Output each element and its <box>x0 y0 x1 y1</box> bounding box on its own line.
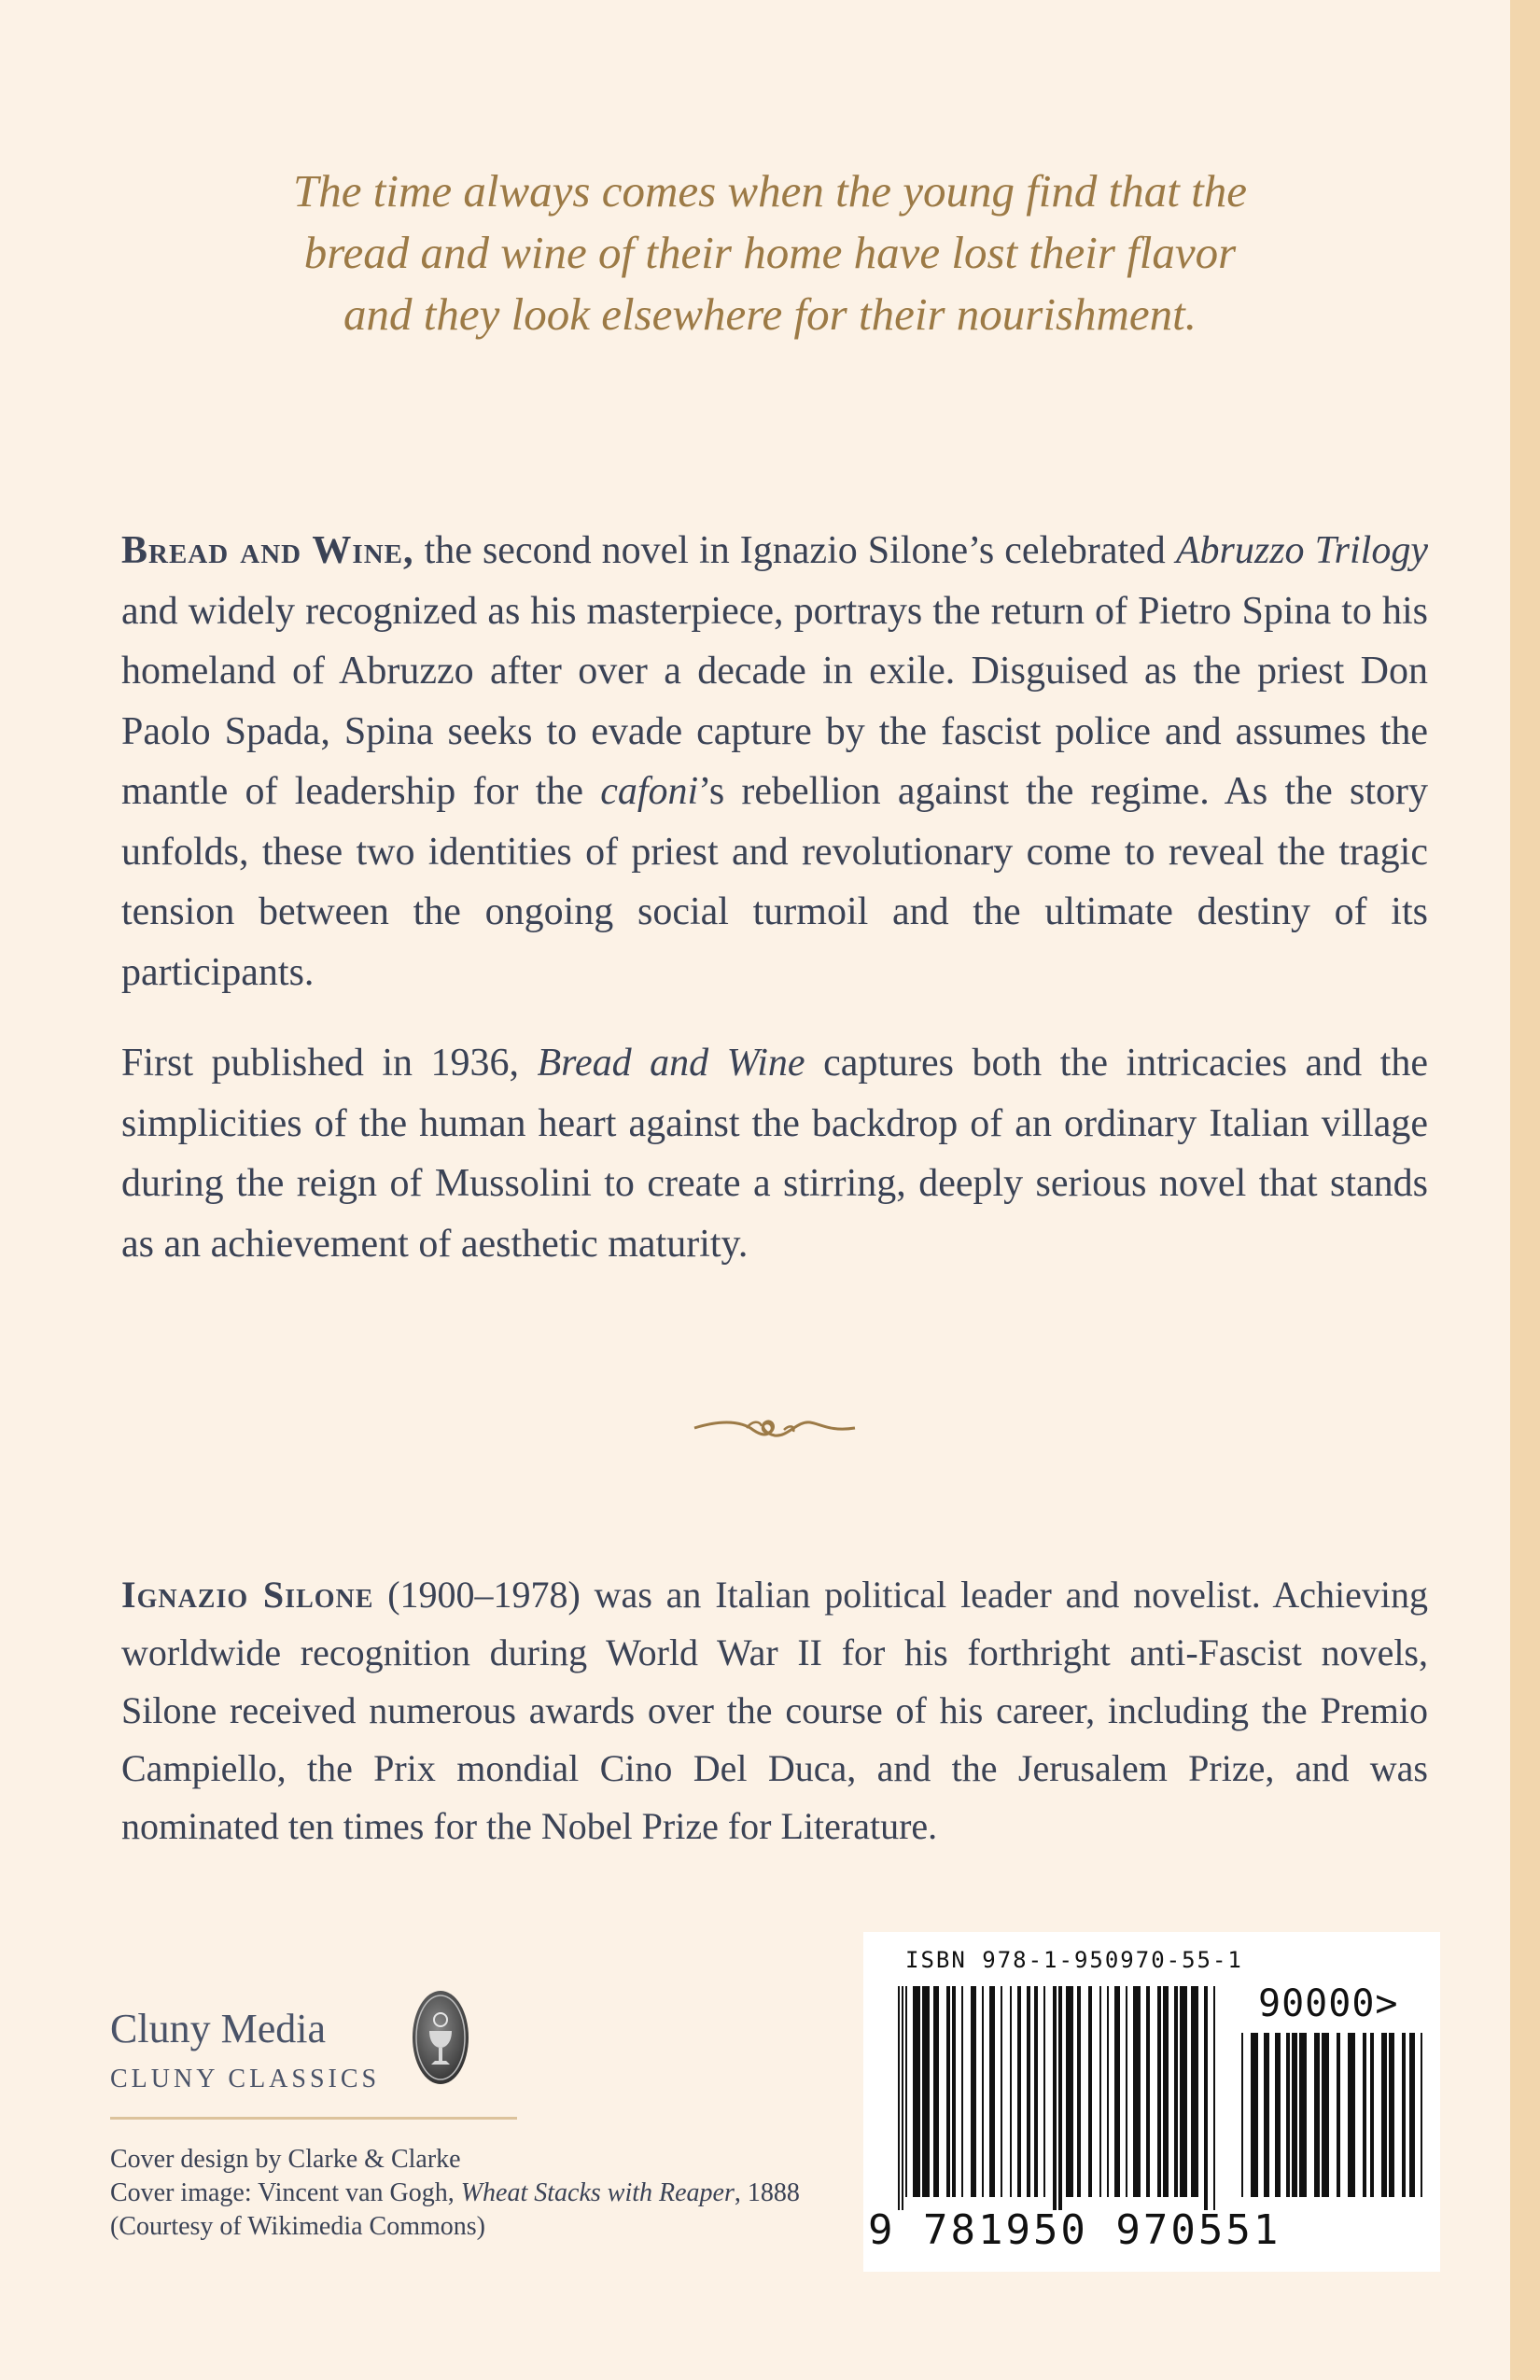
barcode-bar <box>1204 1986 1208 2210</box>
barcode-bar <box>1058 1986 1062 2210</box>
barcode-bar <box>1322 2033 1329 2197</box>
price-addon-barcode-icon <box>1241 2033 1428 2210</box>
barcode-bar <box>1389 2033 1394 2197</box>
image-courtesy: (Courtesy of Wikimedia Commons) <box>110 2212 485 2241</box>
author-name: Ignazio Silone <box>121 1574 374 1616</box>
credits-divider <box>110 2117 517 2120</box>
barcode-bar <box>902 1986 903 2210</box>
barcode-bar <box>1010 1986 1012 2197</box>
description-text: captures both the intricacies and the simplicities of the human heart against the backdrop of an ordinary Italian village during the reign of Mussolini to create a stirring, deeply serious novel that stands as an achievement of aesthetic maturity. <box>121 1042 1428 1266</box>
trilogy-title: Abruzzo Trilogy <box>1175 529 1428 572</box>
barcode-bar <box>1133 1986 1141 2197</box>
barcode-bar <box>1099 1986 1101 2197</box>
barcode-bar <box>1107 1986 1109 2197</box>
barcode-bar <box>1241 2033 1243 2197</box>
price-code: 90000> <box>1258 1982 1399 2025</box>
barcode-bar <box>982 1986 984 2197</box>
cover-credits <box>110 2143 819 2244</box>
barcode-bar <box>1363 2033 1366 2197</box>
barcode-bar <box>1157 1986 1161 2197</box>
barcode-bar <box>1292 2033 1297 2197</box>
ean-barcode-icon <box>898 1986 1215 2210</box>
quote-line-1: The time always comes when the young find that the <box>292 165 1248 217</box>
barcode-bar <box>1034 1986 1038 2197</box>
barcode-bar <box>989 1986 995 2197</box>
barcode-bar <box>1213 1986 1215 2210</box>
barcode-bar <box>952 1986 956 2197</box>
barcode-bar <box>1314 2033 1320 2197</box>
barcode-bar <box>1043 1986 1045 2197</box>
barcode-bar <box>1251 2033 1258 2197</box>
barcode-bar <box>1180 1986 1187 2197</box>
description-text: First published in 1936, <box>121 1042 538 1085</box>
barcode-bar <box>905 1986 907 2197</box>
epigraph-quote <box>187 161 1353 345</box>
barcode-bar <box>1286 2033 1290 2197</box>
author-bio <box>121 1566 1428 1855</box>
description-text: ’s rebellion against the regime. As the story unfolds, these two identities of priest and revolutionary come to reveal the tragic tension between the ongoing social turmoil and the ultimate destiny of its participants. <box>121 770 1428 994</box>
barcode-bar <box>898 1986 900 2210</box>
barcode-bar <box>1066 1986 1073 2197</box>
cover-design-credit: Cover design by Clarke & Clarke <box>110 2145 461 2174</box>
barcode-bar <box>1017 1986 1021 2197</box>
barcode-bar <box>1299 2033 1307 2197</box>
description-text: the second novel in Ignazio Silone’s celebrated <box>413 529 1176 572</box>
book-title-italic: Bread and Wine <box>537 1042 805 1085</box>
barcode-bar <box>922 1986 930 2197</box>
barcode-bar <box>1381 2033 1387 2197</box>
barcode-bar <box>1264 2033 1269 2197</box>
ean-digits: 9 781950 970551 <box>868 2206 1281 2254</box>
barcode-bar <box>933 1986 939 2197</box>
barcode-bar <box>1174 1986 1178 2197</box>
cafoni-term: cafoni <box>600 770 699 813</box>
book-description <box>121 521 1428 1274</box>
cover-image-credit <box>110 2177 819 2210</box>
barcode-bar <box>1088 1986 1092 2197</box>
barcode-bar <box>946 1986 950 2197</box>
barcode-bar <box>971 1986 976 2197</box>
barcode-bar <box>1191 1986 1198 2197</box>
quote-line-3: and they look elsewhere for their nourishment. <box>343 288 1197 340</box>
barcode-bar <box>1163 1986 1169 2197</box>
credit-text: Cover image: Vincent van Gogh, <box>110 2178 461 2207</box>
barcode-bar <box>913 1986 920 2197</box>
publisher-name: Cluny Media <box>110 2006 326 2051</box>
barcode-bar <box>1409 2033 1415 2197</box>
publisher-series: CLUNY CLASSICS <box>110 2065 381 2093</box>
description-paragraph-1 <box>121 521 1428 1002</box>
description-text: and widely recognized as his masterpiece, portrays the return of Pietro Spina to his homeland of Abruzzo after over a decade in exile. Disguised as the priest Don Paolo Spada, Spina seeks to evade capture by the fascist police and assumes the mantle of leadership for the <box>121 589 1428 813</box>
isbn-label: ISBN 978-1-950970-55-1 <box>905 1947 1243 1973</box>
barcode-bar <box>1348 2033 1355 2197</box>
flourish-ornament-icon <box>691 1400 859 1456</box>
barcode-bar <box>1146 1986 1150 2197</box>
author-bio-paragraph <box>121 1566 1428 1855</box>
barcode-bar <box>1337 2033 1340 2197</box>
credit-text: , 1888 <box>734 2178 800 2207</box>
bio-text: (1900–1978) was an Italian political leader and novelist. Achieving worldwide recognition during World War II for his forthright anti-Fascist novels, Silone received numerous awards over the course of his career, including the Premio Campiello, the Prix mondial Cino Del Duca, and the Jerusalem Prize, and was nominated ten times for the Nobel Prize for Literature. <box>121 1574 1428 1847</box>
description-paragraph-2 <box>121 1033 1428 1274</box>
spine-color-strip <box>1510 0 1540 2380</box>
barcode-bar <box>1275 2033 1281 2197</box>
barcode-bar <box>1114 1986 1120 2197</box>
barcode-bar <box>1370 2033 1374 2197</box>
barcode-bar <box>961 1986 963 2197</box>
chalice-seal-icon <box>411 1988 470 2087</box>
barcode-bar <box>1001 1986 1002 2197</box>
barcode-bar <box>1421 2033 1422 2197</box>
barcode-bar <box>1027 1986 1030 2197</box>
painting-title: Wheat Stacks with Reaper <box>460 2178 735 2207</box>
barcode-bar <box>1053 1986 1057 2210</box>
quote-line-2: bread and wine of their home have lost their flavor <box>303 227 1237 278</box>
barcode-bar <box>1126 1986 1127 2197</box>
barcode-bar <box>1402 2033 1406 2197</box>
barcode-bar <box>1077 1986 1081 2197</box>
book-title-lead: Bread and Wine, <box>121 529 414 572</box>
